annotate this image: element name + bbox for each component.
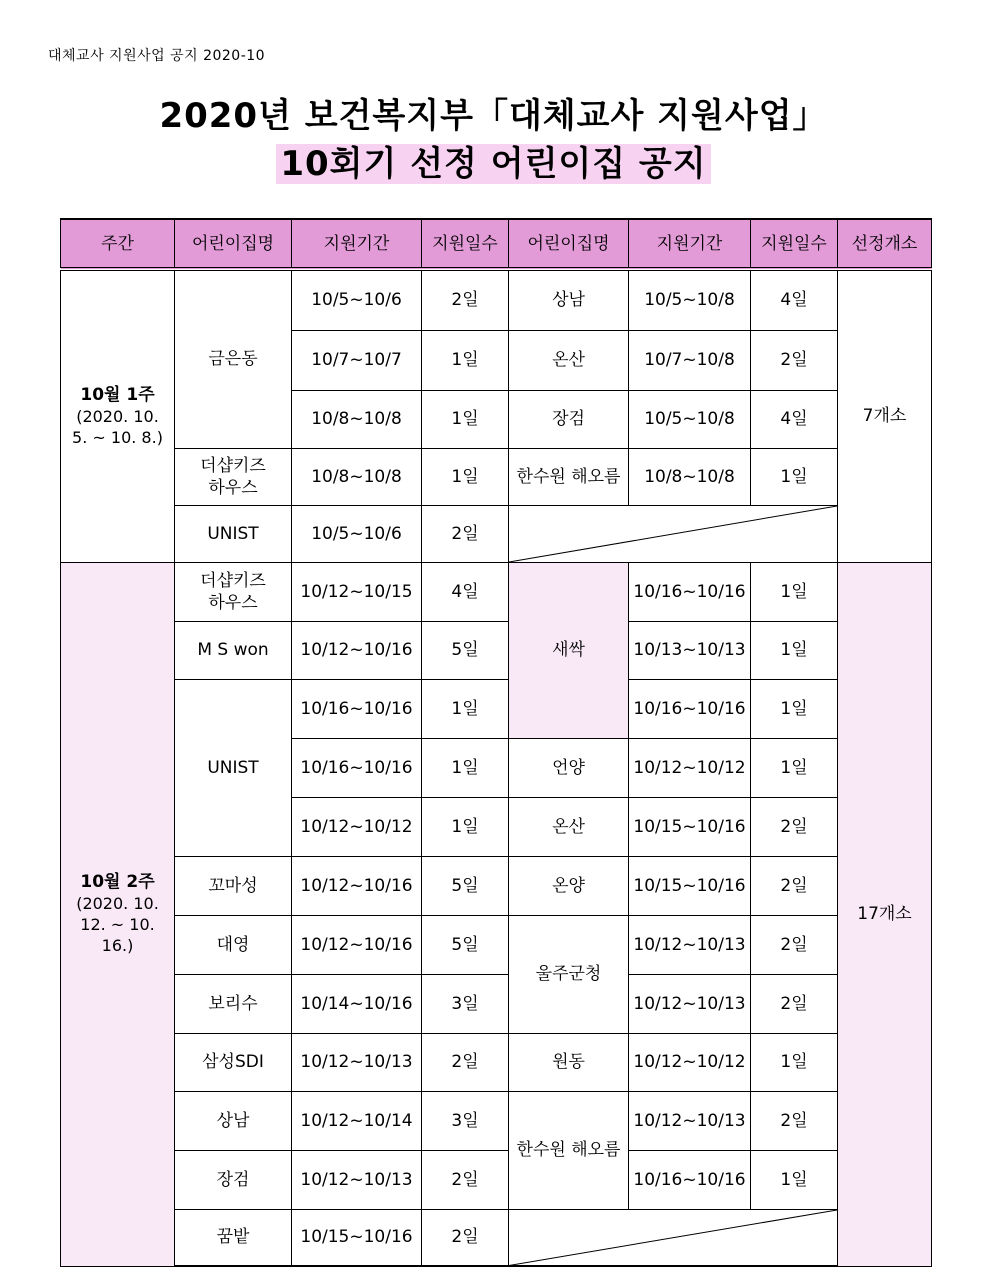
table-row (61, 505, 932, 562)
center-name: 온양 (509, 856, 629, 915)
table-row (61, 269, 932, 330)
period: 10/15~10/16 (292, 1209, 422, 1266)
subtitle-wrap (0, 144, 987, 184)
col-header-days: 지원일수 (422, 219, 509, 269)
table-row (61, 1150, 932, 1209)
center-name: 상남 (509, 269, 629, 330)
days: 4일 (751, 390, 838, 448)
center-name: 온산 (509, 330, 629, 390)
selection-table (60, 218, 931, 1267)
diagonal-line (509, 506, 837, 562)
days: 2일 (422, 269, 509, 330)
center-name: 장검 (175, 1150, 292, 1209)
period: 10/5~10/6 (292, 505, 422, 562)
table-row (61, 1209, 932, 1266)
period: 10/16~10/16 (629, 679, 751, 738)
days: 1일 (751, 1033, 838, 1091)
col-header-selected-count: 선정개소 (838, 219, 932, 269)
week2-selected-count: 17개소 (838, 562, 932, 1266)
period: 10/5~10/8 (629, 269, 751, 330)
week1-cell (61, 269, 175, 562)
period: 10/12~10/12 (629, 738, 751, 797)
center-name: 꼬마성 (175, 856, 292, 915)
days: 1일 (422, 679, 509, 738)
week2-label: 10월 2주 (80, 872, 155, 892)
period: 10/12~10/13 (292, 1150, 422, 1209)
center-name: UNIST (175, 505, 292, 562)
center-name: 금은동 (175, 269, 292, 448)
period: 10/12~10/15 (292, 562, 422, 621)
period: 10/7~10/7 (292, 330, 422, 390)
period: 10/12~10/13 (292, 1033, 422, 1091)
days: 1일 (751, 679, 838, 738)
center-name: 언양 (509, 738, 629, 797)
days: 2일 (751, 915, 838, 974)
center-name: 온산 (509, 797, 629, 856)
page-title: 2020년 보건복지부「대체교사 지원사업」 (159, 96, 828, 136)
table-row (61, 974, 932, 1033)
days: 2일 (422, 1033, 509, 1091)
table-row (61, 621, 932, 679)
period: 10/12~10/16 (292, 621, 422, 679)
col-header-center-name-2: 어린이집명 (509, 219, 629, 269)
center-name: M S won (175, 621, 292, 679)
period: 10/5~10/8 (629, 390, 751, 448)
table-row (61, 562, 932, 621)
days: 1일 (422, 330, 509, 390)
period: 10/8~10/8 (292, 390, 422, 448)
diagonal-line (509, 1210, 837, 1266)
table-row (61, 448, 932, 505)
days: 1일 (751, 448, 838, 505)
days: 2일 (751, 330, 838, 390)
center-name: 장검 (509, 390, 629, 448)
days: 3일 (422, 1091, 509, 1150)
period: 10/16~10/16 (629, 1150, 751, 1209)
center-name: UNIST (175, 679, 292, 856)
col-header-days-2: 지원일수 (751, 219, 838, 269)
week2-cell (61, 562, 175, 1266)
period: 10/12~10/13 (629, 1091, 751, 1150)
period: 10/8~10/8 (629, 448, 751, 505)
period: 10/15~10/16 (629, 797, 751, 856)
period: 10/15~10/16 (629, 856, 751, 915)
table-row (61, 1033, 932, 1091)
col-header-period: 지원기간 (292, 219, 422, 269)
center-name: 한수원 해오름 (509, 1091, 629, 1209)
table-row (61, 915, 932, 974)
center-name: 상남 (175, 1091, 292, 1150)
period: 10/8~10/8 (292, 448, 422, 505)
week1-label: 10월 1주 (80, 384, 155, 405)
period: 10/12~10/14 (292, 1091, 422, 1150)
center-name: 울주군청 (509, 915, 629, 1033)
days: 1일 (751, 621, 838, 679)
period: 10/5~10/6 (292, 269, 422, 330)
period: 10/12~10/12 (629, 1033, 751, 1091)
week2-range: (2020. 10. 12. ~ 10. 16.) (76, 894, 159, 955)
col-header-week: 주간 (61, 219, 175, 269)
center-name: 원동 (509, 1033, 629, 1091)
center-name: 한수원 해오름 (509, 448, 629, 505)
days: 3일 (422, 974, 509, 1033)
days: 1일 (751, 738, 838, 797)
days: 5일 (422, 856, 509, 915)
days: 2일 (422, 1209, 509, 1266)
period: 10/12~10/13 (629, 974, 751, 1033)
period: 10/16~10/16 (292, 679, 422, 738)
period: 10/13~10/13 (629, 621, 751, 679)
days: 5일 (422, 621, 509, 679)
days: 1일 (751, 1150, 838, 1209)
days: 4일 (422, 562, 509, 621)
week1-range: (2020. 10. 5. ~ 10. 8.) (72, 406, 163, 447)
days: 2일 (422, 505, 509, 562)
days: 4일 (751, 269, 838, 330)
center-name: 새싹 (509, 562, 629, 738)
days: 1일 (422, 390, 509, 448)
days: 1일 (422, 797, 509, 856)
period: 10/12~10/13 (629, 915, 751, 974)
col-header-period-2: 지원기간 (629, 219, 751, 269)
days: 1일 (422, 448, 509, 505)
period: 10/12~10/12 (292, 797, 422, 856)
table-row (61, 856, 932, 915)
period: 10/12~10/16 (292, 915, 422, 974)
page-subtitle: 10회기 선정 어린이집 공지 (276, 144, 710, 184)
days: 5일 (422, 915, 509, 974)
col-header-center-name: 어린이집명 (175, 219, 292, 269)
days: 2일 (751, 797, 838, 856)
center-name: 대영 (175, 915, 292, 974)
days: 2일 (751, 856, 838, 915)
center-name: 더샵키즈 하우스 (175, 448, 292, 505)
table-row (61, 679, 932, 738)
document-label: 대체교사 지원사업 공지 2020-10 (48, 48, 266, 64)
days: 2일 (751, 974, 838, 1033)
days: 2일 (422, 1150, 509, 1209)
table-row (61, 1091, 932, 1150)
week1-selected-count: 7개소 (838, 269, 932, 562)
period: 10/14~10/16 (292, 974, 422, 1033)
days: 2일 (751, 1091, 838, 1150)
center-name: 보리수 (175, 974, 292, 1033)
empty-diagonal-cell (509, 505, 838, 562)
days: 1일 (751, 562, 838, 621)
table-header-row (61, 219, 932, 269)
period: 10/16~10/16 (629, 562, 751, 621)
center-name: 꿈밭 (175, 1209, 292, 1266)
period: 10/7~10/8 (629, 330, 751, 390)
period: 10/16~10/16 (292, 738, 422, 797)
center-name: 더샵키즈 하우스 (175, 562, 292, 621)
empty-diagonal-cell (509, 1209, 838, 1266)
days: 1일 (422, 738, 509, 797)
center-name: 삼성SDI (175, 1033, 292, 1091)
period: 10/12~10/16 (292, 856, 422, 915)
